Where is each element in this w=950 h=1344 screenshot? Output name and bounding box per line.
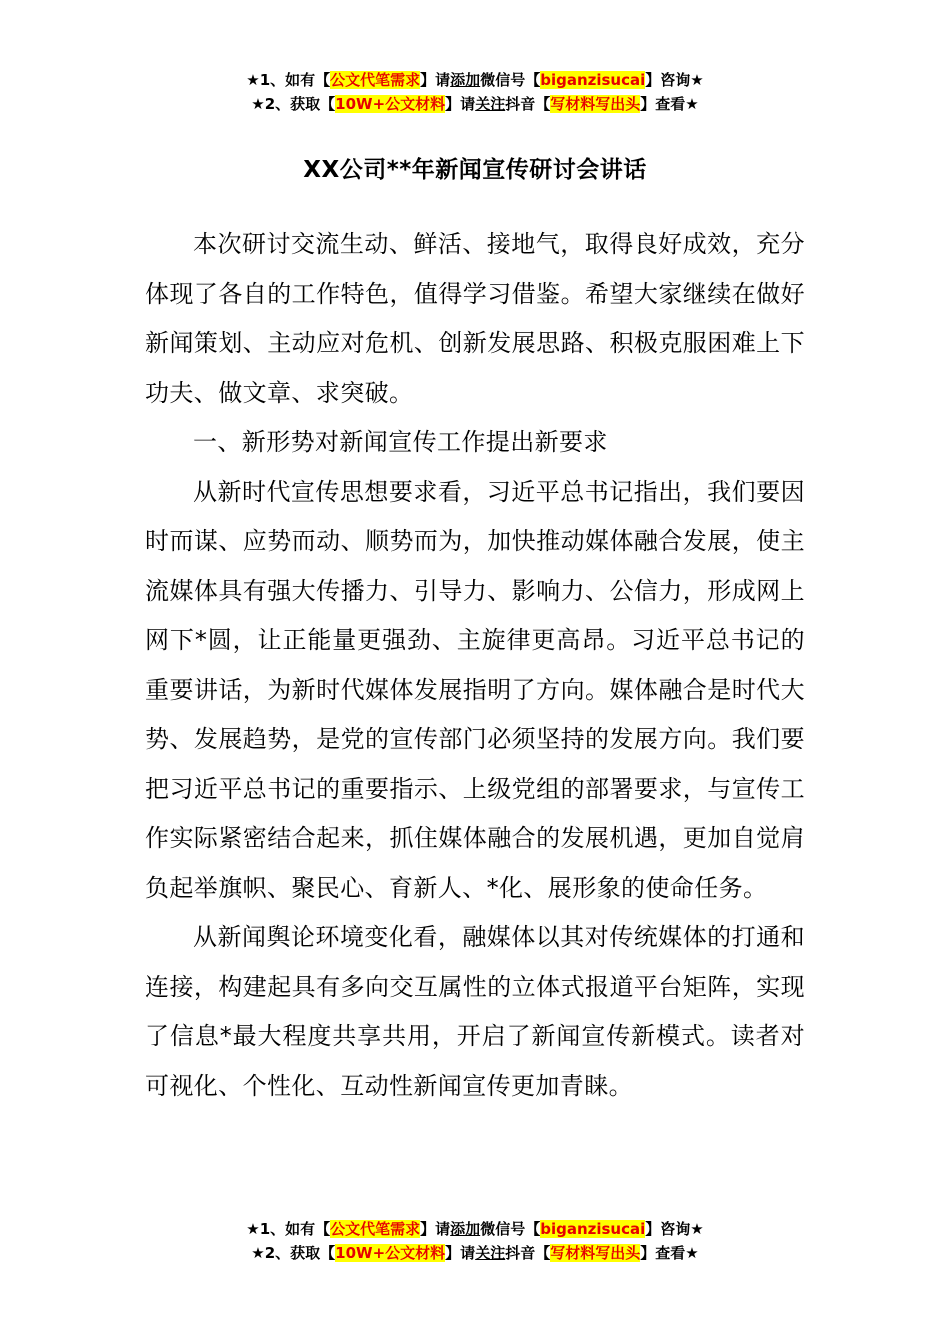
paragraph-intro: 本次研讨交流生动、鲜活、接地气，取得良好成效，充分体现了各自的工作特色，值得学习借鉴。希望大家继续在做好新闻策划、主动应对危机、创新发展思路、积极克服困难上下功夫、做文章、求突破。 <box>145 230 805 407</box>
banner-highlight: 公文代笔需求 <box>330 71 421 89</box>
banner-line-2 <box>0 92 950 116</box>
banner-highlight: 10W+公文材料 <box>335 95 446 113</box>
banner-text: 2、获取【 <box>264 1244 336 1262</box>
star-icon: ★ <box>251 1244 265 1262</box>
star-icon: ★ <box>685 1244 699 1262</box>
star-icon: ★ <box>246 71 260 89</box>
document-body <box>145 220 805 1111</box>
banner-text: 】请 <box>420 1220 451 1238</box>
banner-text: 】查看 <box>640 95 686 113</box>
banner-highlight: 写材料写出头 <box>550 95 641 113</box>
footer-banner <box>0 1217 950 1265</box>
banner-text: 抖音【 <box>505 1244 551 1262</box>
banner-text: 】咨询 <box>645 71 691 89</box>
banner-text: 2、获取【 <box>264 95 336 113</box>
paragraph: 从新时代宣传思想要求看，习近平总书记指出，我们要因时而谋、应势而动、顺势而为，加快推动媒体融合发展，使主流媒体具有强大传播力、引导力、影响力、公信力，形成网上网下*圆，让正能量更强劲、主旋律更高昂。习近平总书记的重要讲话，为新时代媒体发展指明了方向。媒体融合是时代大势、发展趋势，是党的宣传部门必须坚持的发展方向。我们要把习近平总书记的重要指示、上级党组的部署要求，与宣传工作实际紧密结合起来，抓住媒体融合的发展机遇，更加自觉肩负起举旗帜、聚民心、育新人、*化、展形象的使命任务。 <box>145 477 805 902</box>
star-icon: ★ <box>246 1220 260 1238</box>
star-icon: ★ <box>251 95 265 113</box>
banner-text: 】咨询 <box>645 1220 691 1238</box>
document-title: XX公司**年新闻宣传研讨会讲话 <box>303 157 647 183</box>
star-icon: ★ <box>685 95 699 113</box>
banner-highlight: 公文代笔需求 <box>330 1220 421 1238</box>
section-heading: 一、新形势对新闻宣传工作提出新要求 <box>193 428 608 456</box>
banner-underlined-text: 关注 <box>475 95 506 113</box>
star-icon: ★ <box>690 71 704 89</box>
banner-highlight: biganzisucai <box>540 1220 646 1238</box>
banner-text: 】请 <box>445 1244 476 1262</box>
banner-line-1 <box>0 68 950 92</box>
banner-highlight: biganzisucai <box>540 71 646 89</box>
banner-underlined-text: 关注 <box>475 1244 506 1262</box>
star-icon: ★ <box>690 1220 704 1238</box>
paragraph: 从新闻舆论环境变化看，融媒体以其对传统媒体的打通和连接，构建起具有多向交互属性的立体式报道平台矩阵，实现了信息*最大程度共享共用，开启了新闻宣传新模式。读者对可视化、个性化、互动性新闻宣传更加青睐。 <box>145 923 805 1100</box>
banner-highlight: 写材料写出头 <box>550 1244 641 1262</box>
banner-line-2 <box>0 1241 950 1265</box>
banner-highlight: 10W+公文材料 <box>335 1244 446 1262</box>
banner-text: 1、如有【 <box>259 1220 331 1238</box>
banner-underlined-text: 添加 <box>450 1220 481 1238</box>
banner-text: 】请 <box>445 95 476 113</box>
banner-text: 抖音【 <box>505 95 551 113</box>
banner-text: 微信号【 <box>480 71 541 89</box>
banner-line-1 <box>0 1217 950 1241</box>
header-banner <box>0 68 950 116</box>
banner-text: 微信号【 <box>480 1220 541 1238</box>
banner-underlined-text: 添加 <box>450 71 481 89</box>
banner-text: 】查看 <box>640 1244 686 1262</box>
banner-text: 1、如有【 <box>259 71 331 89</box>
banner-text: 】请 <box>420 71 451 89</box>
